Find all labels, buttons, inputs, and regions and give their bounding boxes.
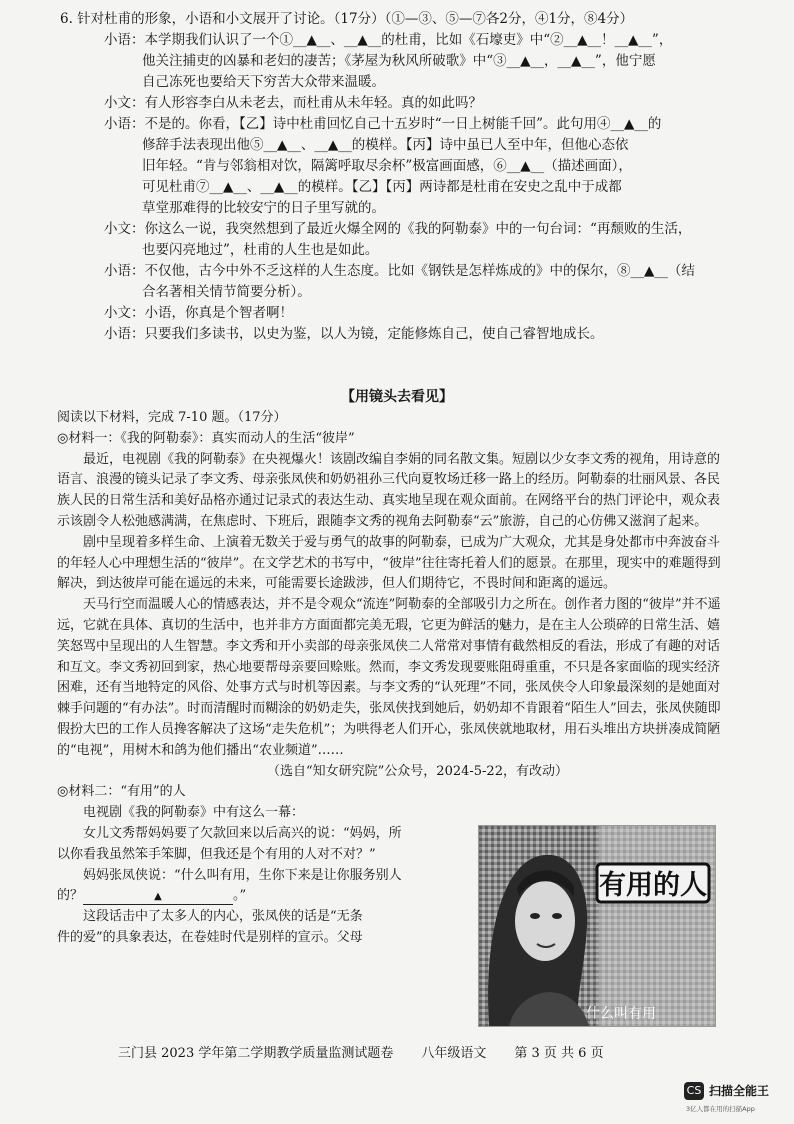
speaker-label: 小语： bbox=[104, 116, 145, 132]
material-1-paragraph: 天马行空而温暖人心的情感表达，并不是令观众“流连”阿勒泰的全部吸引力之所在。创作者力图的“彼岸”并不遥远，它就在具体、真切的生活中，也并非方方面面都完美无瑕，它更为鲜活的魅力，是在主人公琐碎的日常生活、嬉笑怒骂中呈现出的人生智慧。李文秀和开小卖部的母亲张凤侠二人常常对事情有截然相反的看法，形成了有趣的对话和互文。李文秀初回到家，热心地要帮母亲要回赊账。然而，李文秀发现要账阻碍重重，不只是各家面临的现实经济困难，还有当地特定的风俗、处事方式与时机等因素。与李文秀的“认死理”不同，张凤侠令人印象最深刻的是她面对棘手问题的“有办法”。时而清醒时而糊涂的奶奶走失，张凤侠找到她后，奶奶却不肯跟着“陌生人”回去，张凤侠随即假扮大巴的工作人员搀客解决了这场“走失危机”；为哄得老人们开心，张凤侠就地取材，用石头堆出方块拼凑成简陋的“电视”，用树木和鸽为他们播出“农业频道”…… bbox=[57, 597, 721, 758]
photo-subtitle: 什么叫有用 bbox=[586, 1006, 656, 1022]
speaker-label: 小语： bbox=[104, 32, 145, 48]
dialogue-line: 也要闪亮地过”，杜甫的人生也是如此。 bbox=[142, 242, 379, 258]
dialogue-line: 小文：你这么一说，我突然想到了最近火爆全网的《我的阿勒泰》中的一句台词：“再颓败的生活， bbox=[104, 221, 692, 237]
material-2-line: 的？ ▲ 。” bbox=[57, 888, 247, 904]
dialogue-line: 小语：本学期我们认识了一个①__▲__、__▲__的杜甫，比如《石壕吏》中“②__▲__！__▲__”， bbox=[104, 32, 673, 48]
watermark-title: 扫描全能王 bbox=[709, 1084, 770, 1098]
dialogue-line: 草堂那难得的比较安宁的日子里写就的。 bbox=[142, 200, 385, 216]
dialogue-line: 旧年轻。“肯与邻翁相对饮，隔篱呼取尽余杯”极富画面感，⑥__▲__（描述画面）， bbox=[142, 158, 632, 174]
section-title: 【用镜头去看见】 bbox=[341, 389, 453, 405]
dialogue-line: 小语：只要我们多读书，以史为鉴，以人为镜，定能修炼自己，使自己睿智地成长。 bbox=[104, 326, 604, 342]
speaker-label: 小文： bbox=[104, 221, 145, 237]
watermark-subtitle: 3亿人都在用的扫描App bbox=[686, 1105, 755, 1113]
material-2-line: 这段话击中了太多人的内心，张凤侠的话是“无条 bbox=[83, 909, 363, 925]
material-1-title: ◎材料一：《我的阿勒泰》：真实而动人的生活“彼岸” bbox=[57, 430, 355, 446]
speaker-label: 小文： bbox=[104, 305, 145, 321]
material-1-paragraph: 最近，电视剧《我的阿勒泰》在央视爆火！该剧改编自李娟的同名散文集。短剧以少女李文秀的视角，用诗意的语言、浪漫的镜头记录了李文秀、母亲张凤侠和奶奶祖孙三代向夏牧场迁移一路上的经历。阿勒泰的壮丽风景、各民族人民的日常生活和美好品格亦通过记录式的表达生动、真实地呈现在观众面前。在网络平台的热门评论中，观众表示该剧令人松弛感满满，在焦虑时、下班后，跟随李文秀的视角去阿勒泰“云”旅游，自己的心仿佛又滋润了起来。 bbox=[57, 451, 721, 529]
dialogue-line: 小文：有人形容李白从未老去，而杜甫从未年轻。真的如此吗？ bbox=[104, 95, 482, 111]
speaker-label: 小文： bbox=[104, 95, 145, 111]
material-2-intro: 电视剧《我的阿勒泰》中有这么一幕： bbox=[83, 805, 305, 821]
dialogue-line: 小语：不仅他，古今中外不乏这样的人生态度。比如《钢铁是怎样炼成的》中的保尔，⑧__▲__（结 bbox=[104, 263, 695, 279]
material-2-line: 以你看我虽然笨手笨脚，但我还是个有用的人对不对？” bbox=[57, 846, 376, 862]
material-2-title: ◎材料二：“有用”的人 bbox=[57, 784, 186, 800]
exam-title: 三门县 2023 学年第二学期教学质量监测试题卷 bbox=[118, 1046, 394, 1061]
material-2-line: 件的爱”的具象表达，在卷娃时代是别样的宣示。父母 bbox=[57, 929, 363, 945]
page-footer bbox=[118, 1042, 632, 1061]
dialogue-line: 自己冻死也要给天下穷苦大众带来温暖。 bbox=[142, 74, 385, 90]
dialogue-line: 小文：小语，你真是个智者啊！ bbox=[104, 305, 293, 321]
dialogue-line: 合名著相关情节简要分析）。 bbox=[142, 284, 311, 300]
dialogue-line: 修辞手法表现出他⑤__▲__、__▲__的模样。【丙】诗中虽已人至中年，但他心态依 bbox=[142, 137, 629, 153]
camscanner-logo-icon: CS bbox=[684, 1082, 704, 1100]
photo-caption: 有用的人 bbox=[599, 870, 707, 901]
speaker-label: 小语： bbox=[104, 326, 145, 342]
answer-blank[interactable]: ▲ bbox=[83, 889, 233, 905]
speaker-label: 小语： bbox=[104, 263, 145, 279]
dialogue-line: 小语：不是的。你看，【乙】诗中杜甫回忆自己十五岁时“一日上树能千回”。此句用④__▲__的 bbox=[104, 116, 662, 132]
material-2-line: 女儿文秀帮妈妈要了欠款回来以后高兴的说：“妈妈，所 bbox=[83, 825, 402, 841]
subject-label: 八年级语文 bbox=[421, 1046, 487, 1061]
drama-still-image bbox=[478, 825, 716, 1027]
question-6 bbox=[60, 9, 725, 345]
page-number: 第 3 页 共 6 页 bbox=[514, 1046, 604, 1061]
q6-heading: 6. 针对杜甫的形象，小语和小文展开了讨论。（17分）（①—③、⑤—⑦各2分，④1分，⑧4分） bbox=[60, 11, 634, 27]
reading-instruction: 阅读以下材料，完成 7-10 题。（17分） bbox=[57, 410, 287, 425]
drama-still-illustration bbox=[479, 826, 715, 1026]
material-2-line: 妈妈张凤侠说：“什么叫有用，生你下来是让你服务别人 bbox=[83, 867, 402, 883]
material-1-source: （选自“知女研究院”公众号，2024-5-22，有改动） bbox=[267, 763, 568, 779]
material-1-paragraph: 剧中呈现着多样生命、上演着无数关于爱与勇气的故事的阿勒泰，已成为广大观众，尤其是身处都市中奔波奋斗的年轻人心中理想生活的“彼岸”。在文学艺术的书写中，“彼岸”往往寄托着人们的愿景。在那里，现实中的难题得到解决，到达彼岸可能在遥远的未来，可能需要长途跋涉，但人们期待它，不畏时间和距离的遥远。 bbox=[57, 534, 721, 592]
dialogue-line: 他关注捕吏的凶暴和老妇的凄苦；《茅屋为秋风所破歌》中“③__▲__，__▲__”，他宁愿 bbox=[142, 53, 656, 69]
dialogue-line: 可见杜甫⑦__▲__、__▲__的模样。【乙】【丙】两诗都是杜甫在安史之乱中于成都 bbox=[142, 179, 622, 195]
